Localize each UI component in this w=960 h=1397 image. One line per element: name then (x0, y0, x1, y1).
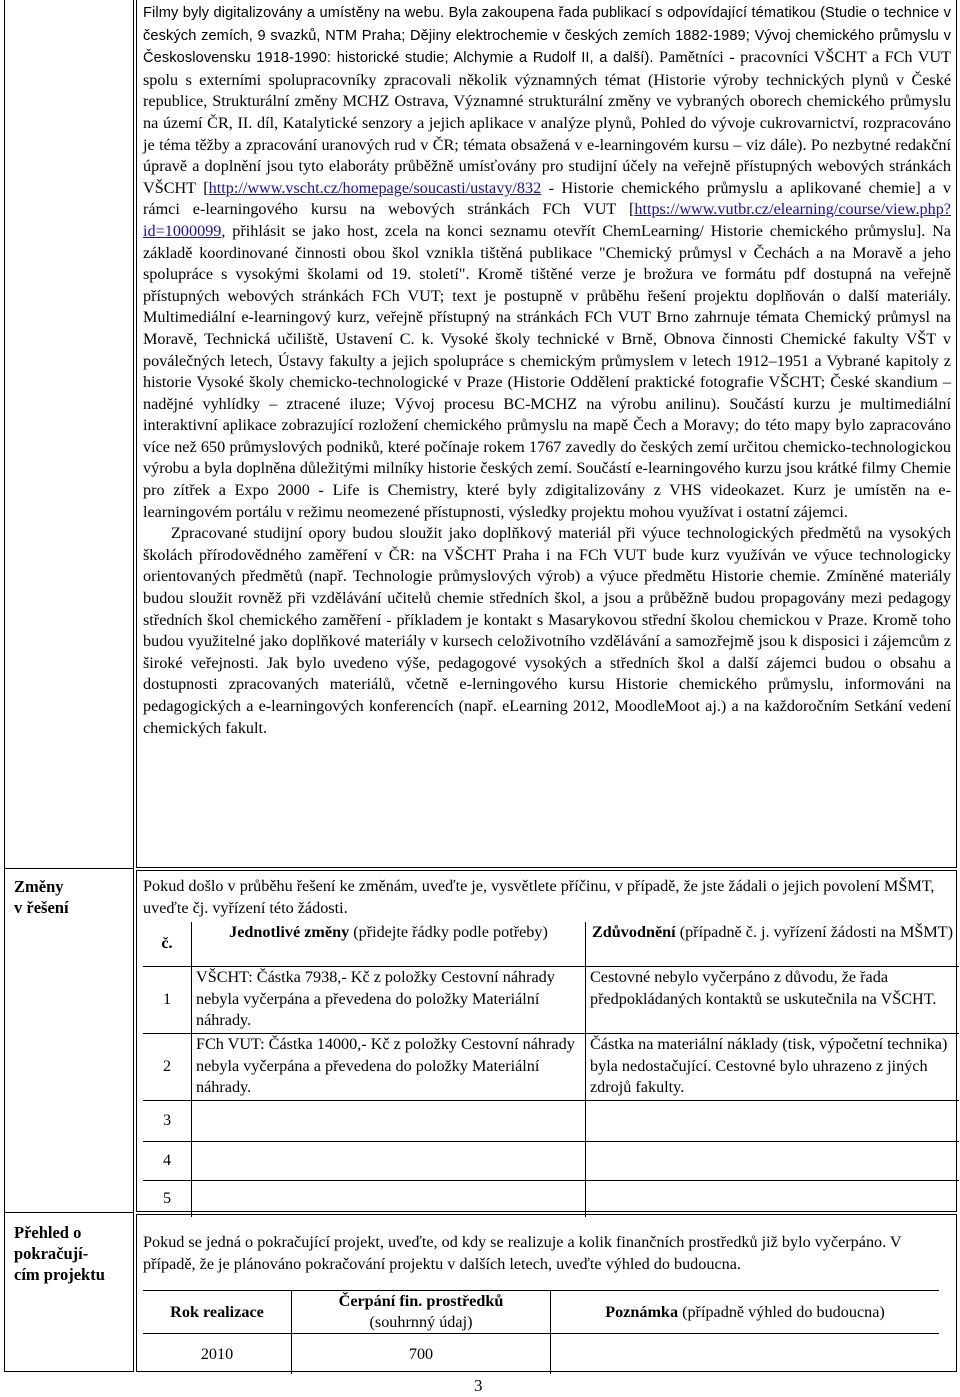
paragraph-1-part-c: - Historie chemického průmyslu a aplikované chemie] a v rámci e-learningového kursu na webových stránkách FCh VUT [ (143, 178, 951, 219)
changes-header-row (143, 922, 959, 967)
finance-header-row (143, 1291, 939, 1334)
continuation-label-line1: Přehled o (14, 1223, 82, 1242)
left-divider-2 (4, 1212, 134, 1213)
header-spent-rest: (souhrnný údaj) (369, 1313, 473, 1331)
header-reason (586, 922, 960, 967)
vscht-link[interactable]: http://www.vscht.cz/homepage/soucasti/ustavy/832 (208, 178, 542, 197)
header-reason-rest: (případně č. j. vyřízení žádosti na MŠMT) (675, 923, 954, 941)
continuation-label-line2: pokračují- (14, 1244, 89, 1263)
changes-label (14, 876, 69, 918)
changes-intro: Pokud došlo v průběhu řešení ke změnám, uveďte je, vysvětlete příčinu, v případě, že jste žádali o jejich povolení MŠMT, uveďte čj. vyřízení této žádosti. (143, 877, 935, 917)
paragraph-2: Zpracované studijní opory budou sloužit jako doplňkový materiál při výuce technologických předmětů na vysokých školách přírodovědného zaměření v ČR: na VŠCHT Praha i na FCh VUT bude kurz využíván ve výuce technologicky orientovaných předmětů (např. Technologie průmyslových výrob) a výuce předmětu Historie chemie. Zmíněné materiály budou sloužit rovněž při vzdělávání učitelů chemie středních škol, a jsou a průběžně budou propagovány mezi pedagogy středních škol chemického zaměření - příkladem je kontakt s Masarykovou střední školou chemickou v Praze. Kromě toho budou využitelné jako doplňkové materiály v kursech celoživotního vzdělávání a samozřejmě jsou k disposici i zájemcům z široké veřejnosti. Jak bylo uvedeno výše, pedagogové vysokých a středních škol a další zájemci budou o obsahu a dostupnosti zpracovaných materiálů, včetně e-lerningového kursu Historie chemického průmyslu, informováni na pedagogických a e-learningových konferencích (např. eLearning 2012, MoodleMoot aj.) a na každoročním Setkání vedení chemických fakult. (143, 524, 951, 737)
changes-label-line1: Změny (14, 877, 64, 896)
finance-table (143, 1290, 939, 1374)
paragraph-1-part-b: Pamětníci - pracovníci VŠCHT a FCh VUT spolu s externími spolupracovníky zpracovali několik významných témat (Historie výroby technických plynů v České republice, Strukturální změny MCHZ Ostrava, Významné strukturální změny ve vybraných oborech chemického průmyslu na území ČR, II. díl, Katalytické senzory a jejich aplikace v analýze plynů, Pohled do vývoje cukrovarnictví, rozpracováno je téma těžby a zpracování uranových rud v ČR; témata obsažená v e-learningovém kursu – viz dále). Po nezbytné redakční úpravě a doplnění jsou tyto elaboráty průběžně umísťovány pro studijní účely na veřejně přístupných webových stránkách VŠCHT [ (143, 48, 951, 197)
header-reason-bold: Zdůvodnění (591, 923, 676, 941)
paragraph-1-part-d: , přihlásit se jako host, zcela na konci seznamu otevřít ChemLearning/ Historie chemického průmyslu]. Na základě koordinované činnosti obou škol vznikla tištěná publikace "Chemický průmysl v Čechách a na Moravě a jeho spolupráce s vysokými školami od 19. století". Kromě tištěné verze je brožura ve formátu pdf dostupná na veřejně přístupných webových stránkách FCh VUT; text je postupně v průběhu řešení projektu doplňován o další materiály. Multimediální e-learningový kurz, veřejně přístupný na stránkách FCh VUT Brno zahrnuje témata Chemický průmysl na Moravě, Technická učiliště, Ustavení C. k. Vysoké školy technické v Brně, Obnova činnosti Chemické fakulty VŠT v poválečných letech, Ústavy fakulty a jejich spolupráce s chemickým průmyslem v letech 1912–1951 a Vybrané kapitoly z historie Vysoké školy chemicko-technologické v Praze (Historie Oddělení praktické fotografie VŠCHT; České skandium – nadějné vyhlídky – ztracené iluze; Vývoj procesu BC-MCHZ na výrobu anilinu). Součástí kurzu je multimediální interaktivní aplikace zobrazující rozložení chemického průmyslu na mapě Čech a Moravy; do této mapy bylo zapracováno více než 650 průmyslových podniků, které počínaje rokem 1767 zavedly do českých zemí určitou chemicko-technologickou výrobu a byla doplněna důležitými milníky historie českých zemí. Součástí e-learningového kurzu jsou krátké filmy Chemie pro zítřek a Expo 2000 - Life is Chemistry, které byly zdigitalizovány z VHS videokazet. Kurz je umístěn na e-learningovém portálu v režimu neomezené přístupnosti, výsledky projektu mohou využívat i ostatní zájemci. (143, 221, 951, 521)
change-row-text (192, 1101, 586, 1142)
finance-row-note (551, 1334, 940, 1375)
left-divider-1 (4, 868, 134, 869)
paragraph-1 (143, 2, 951, 523)
header-changes-rest: (přidejte řádky podle potřeby) (349, 923, 548, 941)
change-row-no: 2 (143, 1034, 192, 1101)
change-row-reason (586, 1181, 960, 1218)
header-spent-bold: Čerpání fin. prostředků (338, 1292, 504, 1310)
changes-label-line2: v řešení (14, 898, 69, 917)
change-row-no: 4 (143, 1142, 192, 1181)
change-row-text: VŠCHT: Částka 7938,- Kč z položky Cestovní náhrady nebyla vyčerpána a převedena do položky Materiální náhrady. (192, 967, 586, 1034)
header-note (551, 1291, 940, 1334)
change-row-no: 1 (143, 967, 192, 1034)
header-changes (192, 922, 586, 967)
change-row (143, 967, 959, 1034)
header-no: č. (161, 934, 173, 953)
change-row (143, 1181, 959, 1218)
continuation-label (14, 1222, 105, 1285)
changes-table (143, 922, 959, 1217)
change-row-text (192, 1142, 586, 1181)
header-changes-bold: Jednotlivé změny (229, 923, 350, 941)
change-row-reason (586, 1142, 960, 1181)
change-row (143, 1034, 959, 1101)
header-note-rest: (případně výhled do budoucna) (678, 1302, 885, 1321)
change-row-reason (586, 1101, 960, 1142)
change-row (143, 1142, 959, 1181)
page-number: 3 (474, 1376, 483, 1395)
change-row-text: FCh VUT: Částka 14000,- Kč z položky Cestovní náhrady nebyla vyčerpána a převedena do položky Materiální náhrady. (192, 1034, 586, 1101)
header-note-bold: Poznámka (605, 1302, 679, 1321)
paragraph-1-sans: Filmy byly digitalizovány a umístěny na webu. Byla zakoupena řada publikací s odpovídající tématikou (Studie o technice v českých zemích, 9 svazků, NTM Praha; Dějiny elektrochemie v českých zemích 1882-1989; Vývoj chemického průmyslu v Československu 1918-1990: historické studie; Alchymie a Rudolf II, a další). (143, 5, 951, 67)
finance-row-spent: 700 (292, 1334, 551, 1375)
change-row-reason: Cestovné nebylo vyčerpáno z důvodu, že řada předpokládaných kontaktů se uskutečnila na VŠCHT. (586, 967, 960, 1034)
change-row (143, 1101, 959, 1142)
main-text (143, 2, 951, 739)
finance-row-year: 2010 (200, 1344, 234, 1363)
change-row-no: 5 (143, 1181, 192, 1218)
vutbr-link[interactable]: https://www.vutbr.cz/elearning/course/view.php?id=1000099 (143, 200, 951, 240)
header-year: Rok realizace (143, 1291, 292, 1334)
continuation-label-line3: cím projektu (14, 1265, 105, 1284)
change-row-no: 3 (143, 1101, 192, 1142)
change-row-text (192, 1181, 586, 1218)
finance-row (143, 1334, 939, 1375)
change-row-reason: Částka na materiální náklady (tisk, výpočetní technika) byla nedostačující. Cestovné bylo uhrazeno z jiných zdrojů fakulty. (586, 1034, 960, 1101)
left-column-frame (4, 0, 134, 1372)
header-spent (292, 1291, 551, 1334)
continuation-intro: Pokud se jedná o pokračující projekt, uveďte, od kdy se realizuje a kolik finančních prostředků již bylo vyčerpáno. V případě, že je plánováno pokračování projektu v dalších letech, uveďte výhled do budoucna. (143, 1233, 902, 1273)
